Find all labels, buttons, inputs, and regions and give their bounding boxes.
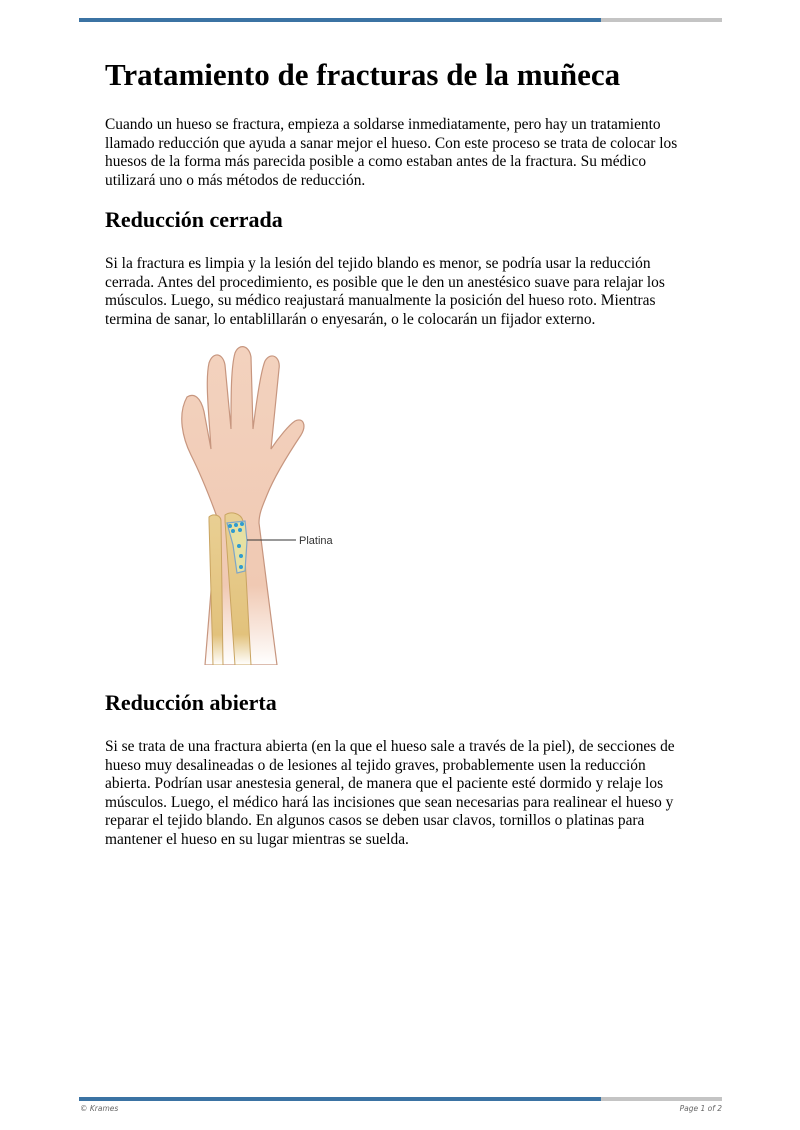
header-rule — [79, 18, 722, 22]
footer-page-number: Page 1 of 2 — [679, 1104, 722, 1113]
hand-forearm-drawing — [165, 345, 365, 665]
page-title: Tratamiento de fracturas de la muñeca — [105, 57, 621, 92]
footer-rule-accent — [79, 1097, 601, 1101]
intro-paragraph: Cuando un hueso se fractura, empieza a soldarse inmediatamente, pero hay un tratamiento llamado reducción que ayuda a sanar mejor el hueso. Con este proceso se trata de colocar los huesos de la forma más parecida posible a como estaban antes de la fractura. Su médico utilizará uno o más métodos de reducción. — [105, 116, 678, 189]
section-body-closed-reduction: Si la fractura es limpia y la lesión del tejido blando es menor, se podría usar la reducción cerrada. Antes del procedimiento, es posible que le den un anestésico suave para relajar los músculos. Luego, su médico reajustará manualmente la posición del hueso roto. Mientras termina de sanar, lo entablillarán o enyesarán, o le colocarán un fijador externo. — [105, 255, 665, 328]
header-rule-accent — [79, 18, 601, 22]
header-rule-secondary — [601, 18, 722, 22]
section-heading-open-reduction: Reducción abierta — [105, 690, 277, 715]
wrist-plate-illustration — [165, 345, 365, 665]
footer-rule-secondary — [601, 1097, 722, 1101]
section-body-open-reduction: Si se trata de una fractura abierta (en la que el hueso sale a través de la piel), de secciones de hueso muy desalineadas o de lesiones al tejido graves, probablemente usen la reducción abierta. Podrían usar anestesia general, de manera que el paciente esté dormido y relaje los músculos. Luego, el médico hará las incisiones que sean necesarias para realinear el hueso y reparar el tejido blando. En algunos casos se deben usar clavos, tornillos o platinas para mantener el hueso en su lugar mientras se suelda. — [105, 738, 675, 848]
callout-label: Platina — [299, 535, 333, 547]
footer-copyright: © Krames — [80, 1104, 119, 1113]
footer-rule — [79, 1097, 722, 1101]
section-heading-closed-reduction: Reducción cerrada — [105, 207, 283, 232]
